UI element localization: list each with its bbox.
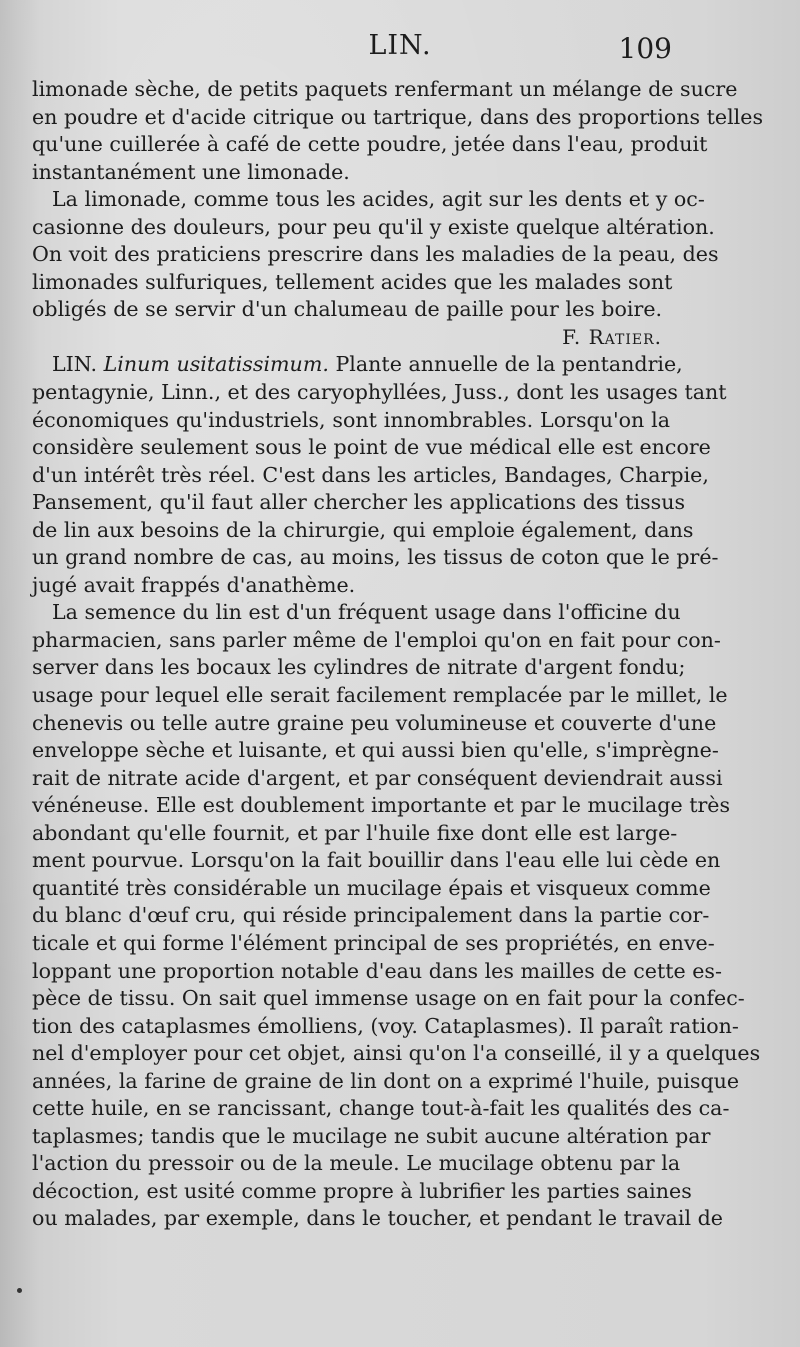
- text-line: un grand nombre de cas, au moins, les tissus de coton que le pré-: [32, 545, 719, 570]
- text-line: usage pour lequel elle serait facilement remplacée par le millet, le: [32, 683, 728, 708]
- body-text: [32, 76, 764, 1233]
- text-line: l'action du pressoir ou de la meule. Le mucilage obtenu par la: [32, 1151, 681, 1176]
- paragraph-lin-entry: [32, 351, 727, 599]
- paragraph-limonade-end: [32, 76, 764, 186]
- text-line: nel d'employer pour cet objet, ainsi qu'on l'a conseillé, il y a quelques: [32, 1041, 761, 1066]
- text-line: jugé avait frappés d'anathème.: [32, 572, 356, 597]
- paper-speck: [17, 1288, 22, 1293]
- text-line: considère seulement sous le point de vue médical elle est encore: [32, 435, 711, 460]
- text-line: tion des cataplasmes émolliens, (voy. Cataplasmes). Il paraît ration-: [32, 1013, 739, 1038]
- entry-first-line: Plante annuelle de la pentandrie,: [335, 352, 683, 377]
- page-header: [0, 30, 800, 70]
- text-line: limonade sèche, de petits paquets renfermant un mélange de sucre: [32, 77, 738, 101]
- text-line: server dans les bocaux les cylindres de nitrate d'argent fondu;: [32, 655, 686, 680]
- text-line: obligés de se servir d'un chalumeau de paille pour les boire.: [32, 297, 663, 322]
- text-line: pèce de tissu. On sait quel immense usage on en fait pour la confec-: [32, 986, 745, 1011]
- paragraph-acids-teeth: [32, 186, 719, 324]
- text-line: abondant qu'elle fournit, et par l'huile fixe dont elle est large-: [32, 820, 678, 845]
- text-line: taplasmes; tandis que le mucilage ne subit aucune altération par: [32, 1123, 711, 1148]
- text-line: pharmacien, sans parler même de l'emploi qu'on en fait pour con-: [32, 627, 721, 652]
- text-line: rait de nitrate acide d'argent, et par conséquent deviendrait aussi: [32, 765, 723, 790]
- text-line: d'un intérêt très réel. C'est dans les articles, Bandages, Charpie,: [32, 462, 709, 487]
- text-line: du blanc d'œuf cru, qui réside principalement dans la partie cor-: [32, 903, 710, 928]
- text-line: On voit des praticiens prescrire dans les maladies de la peau, des: [32, 242, 719, 267]
- page-number: 109: [618, 32, 672, 65]
- text-line: casionne des douleurs, pour peu qu'il y existe quelque altération.: [32, 214, 715, 239]
- text-line: qu'une cuillerée à café de cette poudre, jetée dans l'eau, produit: [32, 132, 708, 157]
- text-line: économiques qu'industriels, sont innombrables. Lorsqu'on la: [32, 407, 670, 432]
- text-line: ou malades, par exemple, dans le toucher, et pendant le travail de: [32, 1206, 723, 1231]
- text-line: ticale et qui forme l'élément principal de ses propriétés, en enve-: [32, 930, 715, 955]
- latin-name: Linum usitatissimum.: [103, 352, 329, 377]
- running-head: LIN.: [368, 30, 432, 61]
- text-line: quantité très considérable un mucilage épais et visqueux comme: [32, 875, 711, 900]
- text-line: limonades sulfuriques, tellement acides que les malades sont: [32, 269, 673, 294]
- text-line: instantanément une limonade.: [32, 159, 350, 184]
- entry-headline: [32, 351, 683, 379]
- author-signature: F. Ratier.: [562, 324, 662, 349]
- text-line: La limonade, comme tous les acides, agit sur les dents et y oc-: [52, 187, 705, 212]
- text-line: pentagynie, Linn., et des caryophyllées, Juss., dont les usages tant: [32, 380, 727, 405]
- text-line: en poudre et d'acide citrique ou tartrique, dans des proportions telles: [32, 104, 764, 129]
- entry-term: LIN.: [52, 352, 98, 377]
- text-line: cette huile, en se rancissant, change tout-à-fait les qualités des ca-: [32, 1096, 730, 1121]
- text-line: ment pourvue. Lorsqu'on la fait bouillir dans l'eau elle lui cède en: [32, 848, 721, 873]
- text-line: années, la farine de graine de lin dont on a exprimé l'huile, puisque: [32, 1068, 740, 1093]
- text-line: Pansement, qu'il faut aller chercher les applications des tissus: [32, 490, 686, 515]
- text-line: loppant une proportion notable d'eau dans les mailles de cette es-: [32, 958, 722, 983]
- text-line: La semence du lin est d'un fréquent usage dans l'officine du: [52, 600, 681, 625]
- text-line: enveloppe sèche et luisante, et qui aussi bien qu'elle, s'imprègne-: [32, 738, 719, 763]
- text-line: de lin aux besoins de la chirurgie, qui emploie également, dans: [32, 517, 694, 542]
- paragraph-seed-usage: [32, 599, 761, 1233]
- text-line: chenevis ou telle autre graine peu volumineuse et couverte d'une: [32, 710, 717, 735]
- text-line: décoction, est usité comme propre à lubrifier les parties saines: [32, 1178, 692, 1203]
- text-line: vénéneuse. Elle est doublement importante et par le mucilage très: [32, 793, 731, 818]
